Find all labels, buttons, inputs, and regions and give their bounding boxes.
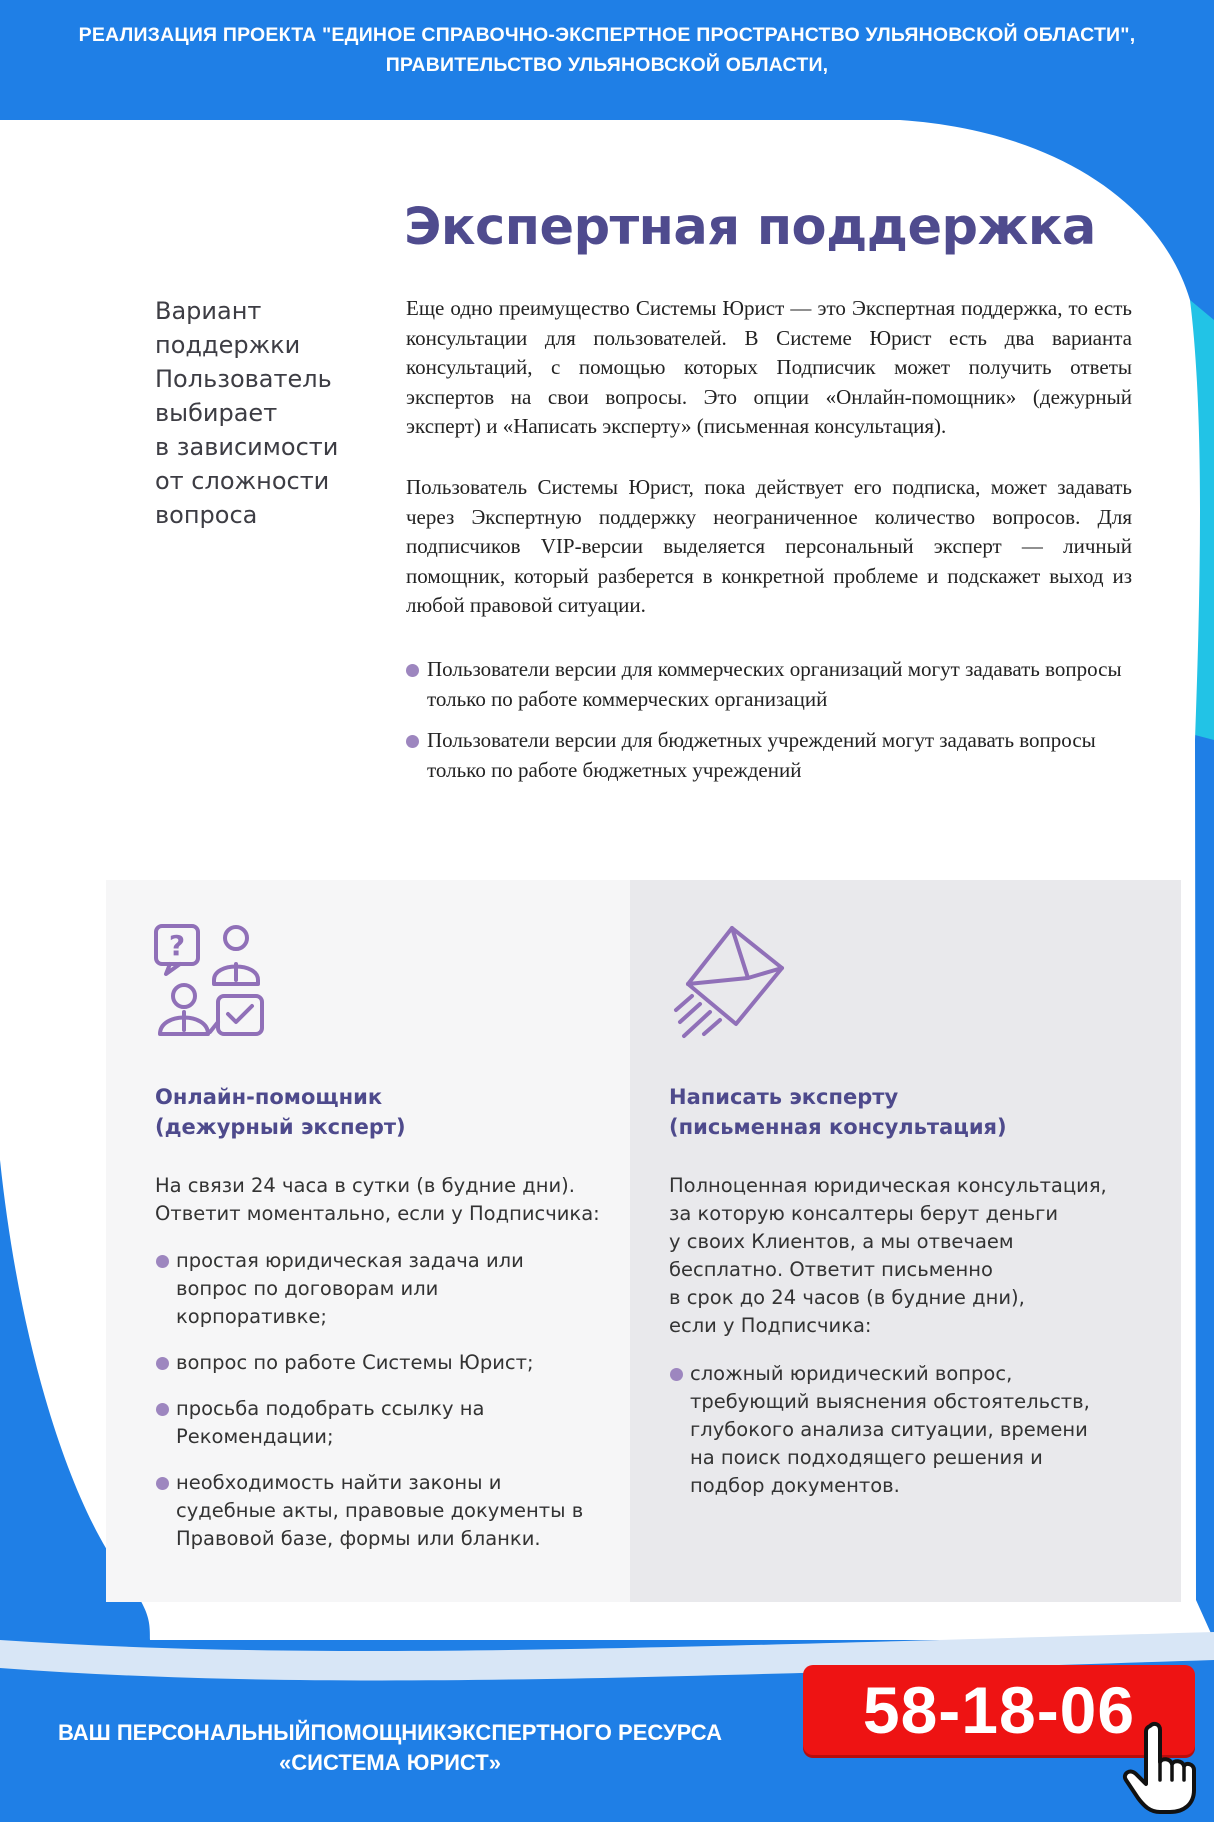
card-text-line: На связи 24 часа в сутки (в будние дни). (155, 1174, 575, 1197)
header-line-2: ПРАВИТЕЛЬСТВО УЛЬЯНОВСКОЙ ОБЛАСТИ, (385, 54, 829, 76)
online-helper-text (155, 1172, 615, 1228)
side-note (155, 294, 375, 532)
write-expert-heading (669, 1082, 1007, 1142)
card-text-line: Ответит моментально, если у Подписчика: (155, 1202, 600, 1225)
side-note-line: вопроса (155, 501, 258, 529)
card-heading-line: Онлайн-помощник (155, 1085, 383, 1109)
card-text-line: если у Подписчика: (669, 1314, 872, 1337)
subscription-paragraph: Пользователь Системы Юрист, пока действует его подписка, может задавать через Экспертную поддержку неограниченное количество вопросов. Для подписчиков VIP-версии выделяется персональный эксперт — личный помощник, который разберется в конкретной проблеме и подскажет выход из любой правовой ситуации. (406, 475, 1132, 617)
phone-number: 58-18-06 (862, 1673, 1136, 1747)
envelope-icon (670, 922, 788, 1040)
card-heading-line: Написать эксперту (669, 1085, 899, 1109)
write-expert-bullets (669, 1360, 1115, 1518)
pointer-hand-icon (1120, 1720, 1198, 1816)
card-text-line: за которую консалтеры берут деньги (669, 1202, 1059, 1225)
side-note-line: в зависимости (155, 433, 339, 461)
list-item: простая юридическая задача или вопрос по договорам или корпоративке; (155, 1247, 595, 1331)
footer-line-2: «СИСТЕМА ЮРИСТ» (279, 1750, 501, 1775)
side-note-line: от сложности (155, 467, 330, 495)
intro-paragraph: Еще одно преимущество Системы Юрист — это Экспертная поддержка, то есть консультации для пользователей. В Системе Юрист есть два варианта консультаций, с помощью которых Подписчик может получить ответы экспертов на свои вопросы. Это опции «Онлайн-помощник» (дежурный эксперт) и «Написать эксперту» (письменная консультация). (406, 296, 1132, 438)
header-line-1: РЕАЛИЗАЦИЯ ПРОЕКТА "ЕДИНОЕ СПРАВОЧНО-ЭКСПЕРТНОЕ ПРОСТРАНСТВО УЛЬЯНОВСКОЙ ОБЛАСТИ", (78, 24, 1136, 46)
footer-caption (0, 1718, 780, 1778)
list-item: вопрос по работе Системы Юрист; (155, 1349, 595, 1377)
side-note-line: Вариант (155, 297, 262, 325)
side-note-line: поддержки (155, 331, 301, 359)
list-item: просьба подобрать ссылку на Рекомендации; (155, 1395, 595, 1451)
side-note-line: Пользователь (155, 365, 332, 393)
card-text-line: бесплатно. Ответит письменно (669, 1258, 993, 1281)
card-heading-line: (письменная консультация) (669, 1115, 1007, 1139)
list-item: необходимость найти законы и судебные акты, правовые документы в Правовой базе, формы или бланки. (155, 1469, 595, 1553)
list-item: Пользователи версии для коммерческих организаций могут задавать вопросы только по работе коммерческих организаций (406, 655, 1126, 714)
online-helper-bullets (155, 1247, 595, 1571)
list-item: сложный юридический вопрос, требующий выяснения обстоятельств, глубокого анализа ситуации, времени на поиск подходящего решения и подбор документов. (669, 1360, 1115, 1500)
online-helper-heading (155, 1082, 406, 1142)
card-heading-line: (дежурный эксперт) (155, 1115, 406, 1139)
list-item: Пользователи версии для бюджетных учреждений могут задавать вопросы только по работе бюджетных учреждений (406, 726, 1126, 785)
online-helper-icon (152, 922, 268, 1042)
svg-text:?: ? (168, 929, 186, 962)
page-title: Экспертная поддержка (404, 198, 1096, 257)
card-text-line: Полноценная юридическая консультация, (669, 1174, 1107, 1197)
footer-line-1: ВАШ ПЕРСОНАЛЬНЫЙПОМОЩНИКЭКСПЕРТНОГО РЕСУРСА (57, 1720, 723, 1745)
write-expert-text (669, 1172, 1149, 1340)
header-banner (0, 20, 1214, 80)
card-text-line: в срок до 24 часов (в будние дни), (669, 1286, 1025, 1309)
version-bullets (406, 655, 1126, 797)
card-text-line: у своих Клиентов, а мы отвечаем (669, 1230, 1014, 1253)
side-note-line: выбирает (155, 399, 278, 427)
